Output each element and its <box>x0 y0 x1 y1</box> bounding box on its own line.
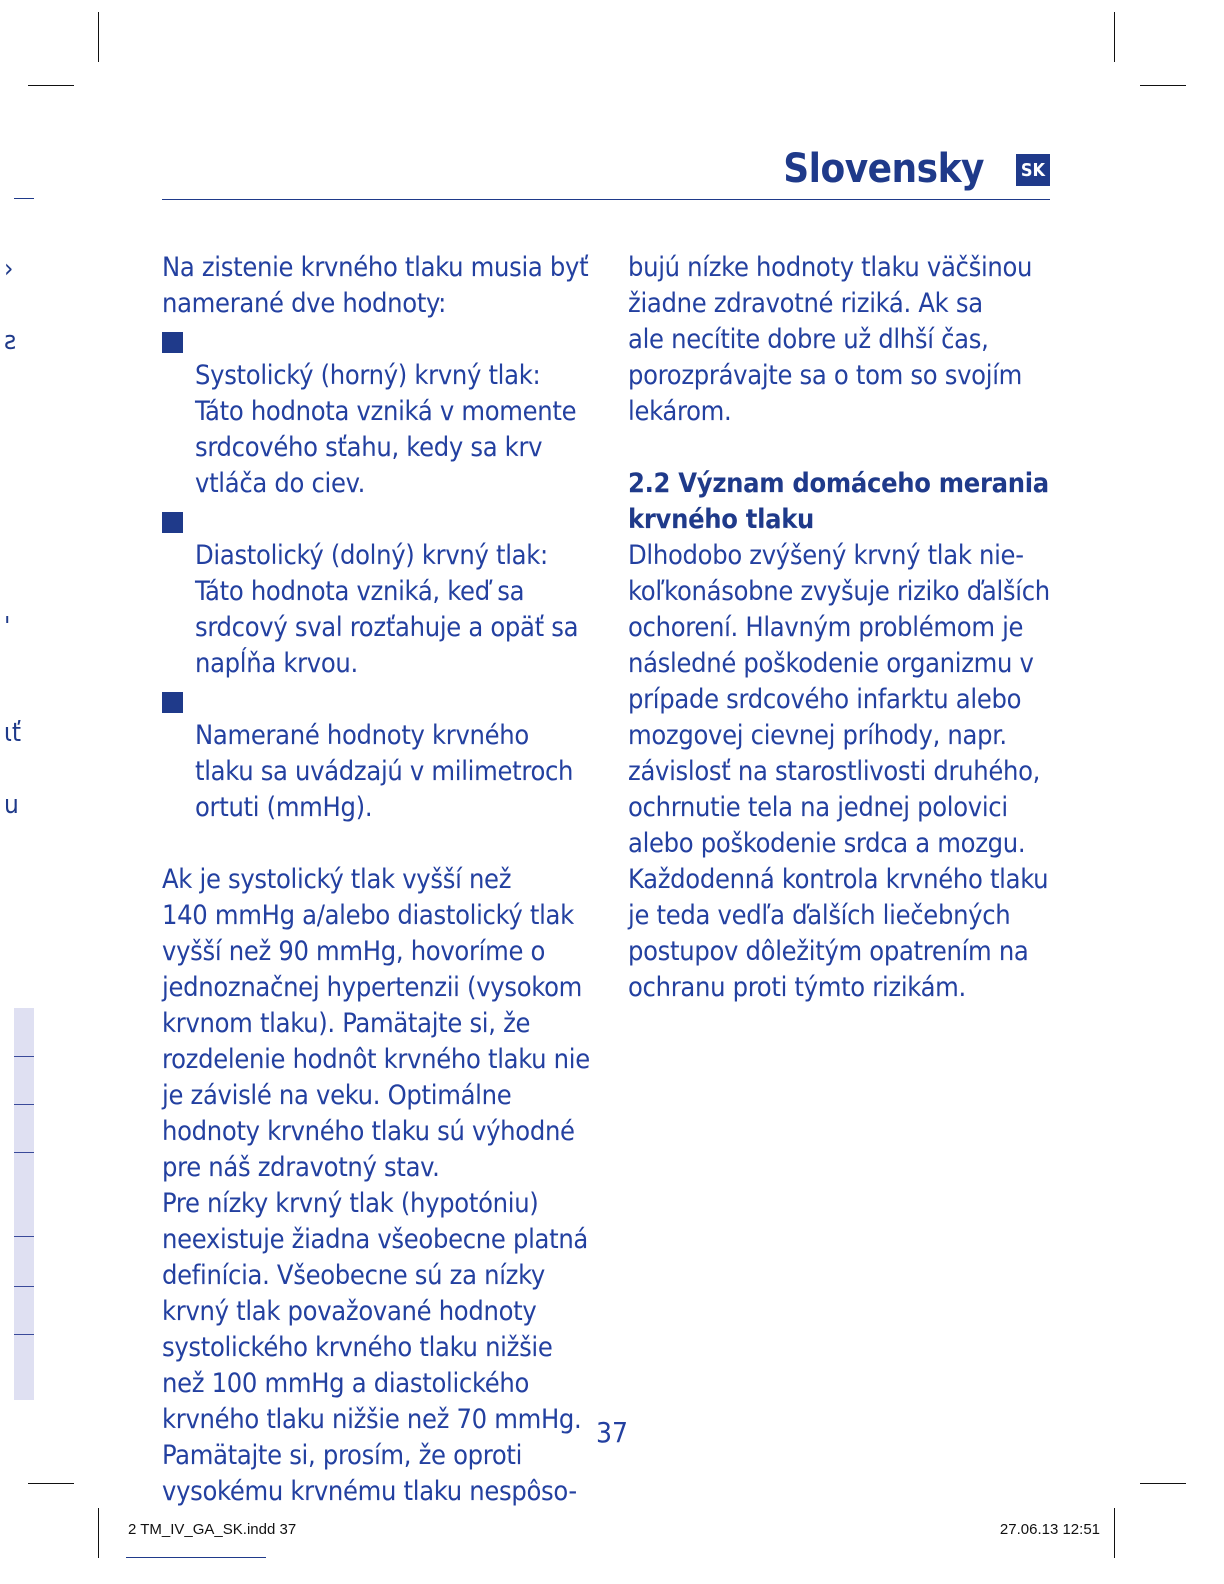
side-fragment: ƨ <box>4 326 17 356</box>
header-rule <box>162 199 1050 200</box>
bullet-text: Diastolický (dolný) krvný tlak: Táto hodnota vzniká, keď sa srdcový sval rozťahuje a opäť sa napĺňa krvou. <box>195 540 579 679</box>
side-tab-divider <box>14 1334 34 1335</box>
crop-mark-top-left-h <box>28 85 74 86</box>
square-bullet-icon <box>162 692 183 713</box>
square-bullet-icon <box>162 512 183 533</box>
intro-paragraph: Na zistenie krvného tlaku musia byť namerané dve hodnoty: <box>162 252 589 319</box>
crop-mark-bottom-right-h <box>1140 1483 1186 1484</box>
hypertension-paragraph: Ak je systolický tlak vyšší než 140 mmHg a/alebo diastolický tlak vyšší než 90 mmHg, hovoríme o jednoznačnej hypertenzii (vysokom krvnom tlaku). Pamätajte si, že rozdelenie hodnôt krvného tlaku nie je závislé na veku. Optimálne hodnoty krvného tlaku sú výhodné pre náš zdravotný stav. <box>162 864 590 1183</box>
list-item <box>162 322 602 502</box>
page-title: Slovensky <box>783 146 984 192</box>
list-item <box>162 502 602 682</box>
crop-mark-top-right <box>1114 12 1115 62</box>
side-tab-divider <box>14 1152 34 1153</box>
side-tab-divider <box>14 1236 34 1237</box>
side-tab-strip <box>14 1008 34 1400</box>
language-badge: SK <box>1016 154 1050 186</box>
crop-mark-bottom-right <box>1114 1508 1115 1558</box>
right-column <box>628 250 1058 1006</box>
footer-file-name: 2 TM_IV_GA_SK.indd 37 <box>128 1521 297 1538</box>
crop-mark-bottom-left-h <box>28 1483 74 1484</box>
side-rule <box>14 198 34 199</box>
crop-mark-top-right-h <box>1140 85 1186 86</box>
side-tab-divider <box>14 1104 34 1105</box>
continuation-paragraph: bujú nízke hodnoty tlaku väčšinou žiadne zdravotné riziká. Ak sa ale necítite dobre už dlhší čas, porozprávajte sa o tom so svojím lekárom. <box>628 252 1033 427</box>
home-measurement-paragraph: Dlhodobo zvýšený krvný tlak nie- koľkonásobne zvyšuje riziko ďalších ochorení. Hlavným problémom je následné poškodenie organizmu v prípade srdcového infarktu alebo mozgovej cievnej príhody, napr. závislosť na starostlivosti druhého, ochrnutie tela na jednej polovici alebo poškodenie srdca a mozgu. Každodenná kontrola krvného tlaku je teda vedľa ďalších liečebných postupov dôležitým opatrením na ochranu proti týmto rizikám. <box>628 540 1050 1003</box>
side-tab-divider <box>14 1286 34 1287</box>
hypotension-paragraph: Pre nízky krvný tlak (hypotóniu) neexistuje žiadna všeobecne platná definícia. Všeobecne sú za nízky krvný tlak považované hodnoty systolického krvného tlaku nižšie než 100 mmHg a diastolického krvného tlaku nižšie než 70 mmHg. Pamätajte si, prosím, že oproti vysokému krvnému tlaku nespôso- <box>162 1188 589 1507</box>
bullet-text: Systolický (horný) krvný tlak: Táto hodnota vzniká v momente srdcového sťahu, kedy sa krv vtláča do ciev. <box>195 360 577 499</box>
crop-mark-top-left <box>98 12 99 62</box>
square-bullet-icon <box>162 332 183 353</box>
side-fragment: › <box>4 254 14 284</box>
side-tab-divider <box>14 1056 34 1057</box>
list-item <box>162 682 602 826</box>
crop-mark-bottom-left <box>98 1508 99 1558</box>
side-fragment: ' <box>4 612 11 642</box>
footer-date-time: 27.06.13 12:51 <box>999 1521 1100 1538</box>
left-column <box>162 250 602 1510</box>
bullet-list <box>162 322 602 826</box>
page-number: 37 <box>595 1416 629 1449</box>
side-fragment: u <box>4 790 19 820</box>
footer-line <box>126 1557 266 1558</box>
page-header <box>162 146 1050 200</box>
bullet-text: Namerané hodnoty krvného tlaku sa uvádzajú v milimetroch ortuti (mmHg). <box>195 720 574 823</box>
side-fragment: ɩť <box>4 718 22 748</box>
section-heading: 2.2 Význam domáceho merania krvného tlaku <box>628 468 1049 535</box>
